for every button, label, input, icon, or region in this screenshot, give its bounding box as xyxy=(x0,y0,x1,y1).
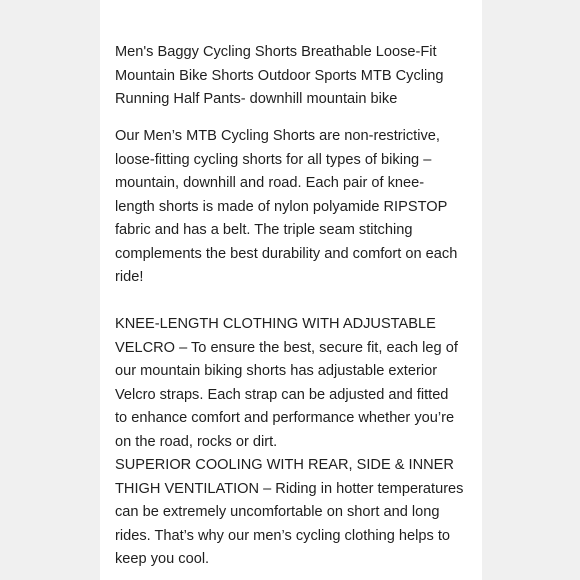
product-description: Our Men’s MTB Cycling Shorts are non-restrictive, loose-fitting cycling shorts for all types of biking – mountain, downhill and road. Each pair of knee- length shorts is made of nylon polyamide RIPSTOP fabric and has a belt. The triple seam stitching complements the best durability and comfort on each ride! KNEE-LENGTH CLOTHING WITH ADJUSTABLE VELCRO – To ensure the best, secure fit, each leg of our mountain biking shorts has adjustable exterior Velcro straps. Each strap can be adjusted and fitted to enhance comfort and performance whether you’re on the road, rocks or dirt. SUPERIOR COOLING WITH REAR, SIDE & INNER THIGH VENTILATION – Riding in hotter temperatures can be extremely uncomfortable on short and long rides. That’s why our men’s cycling clothing helps to keep you cool. xyxy=(115,128,464,567)
description-card xyxy=(100,0,482,580)
product-title: Men's Baggy Cycling Shorts Breathable Loose-Fit Mountain Bike Shorts Outdoor Sports MTB Cycling Running Half Pants- downhill mountain bike xyxy=(115,44,444,107)
